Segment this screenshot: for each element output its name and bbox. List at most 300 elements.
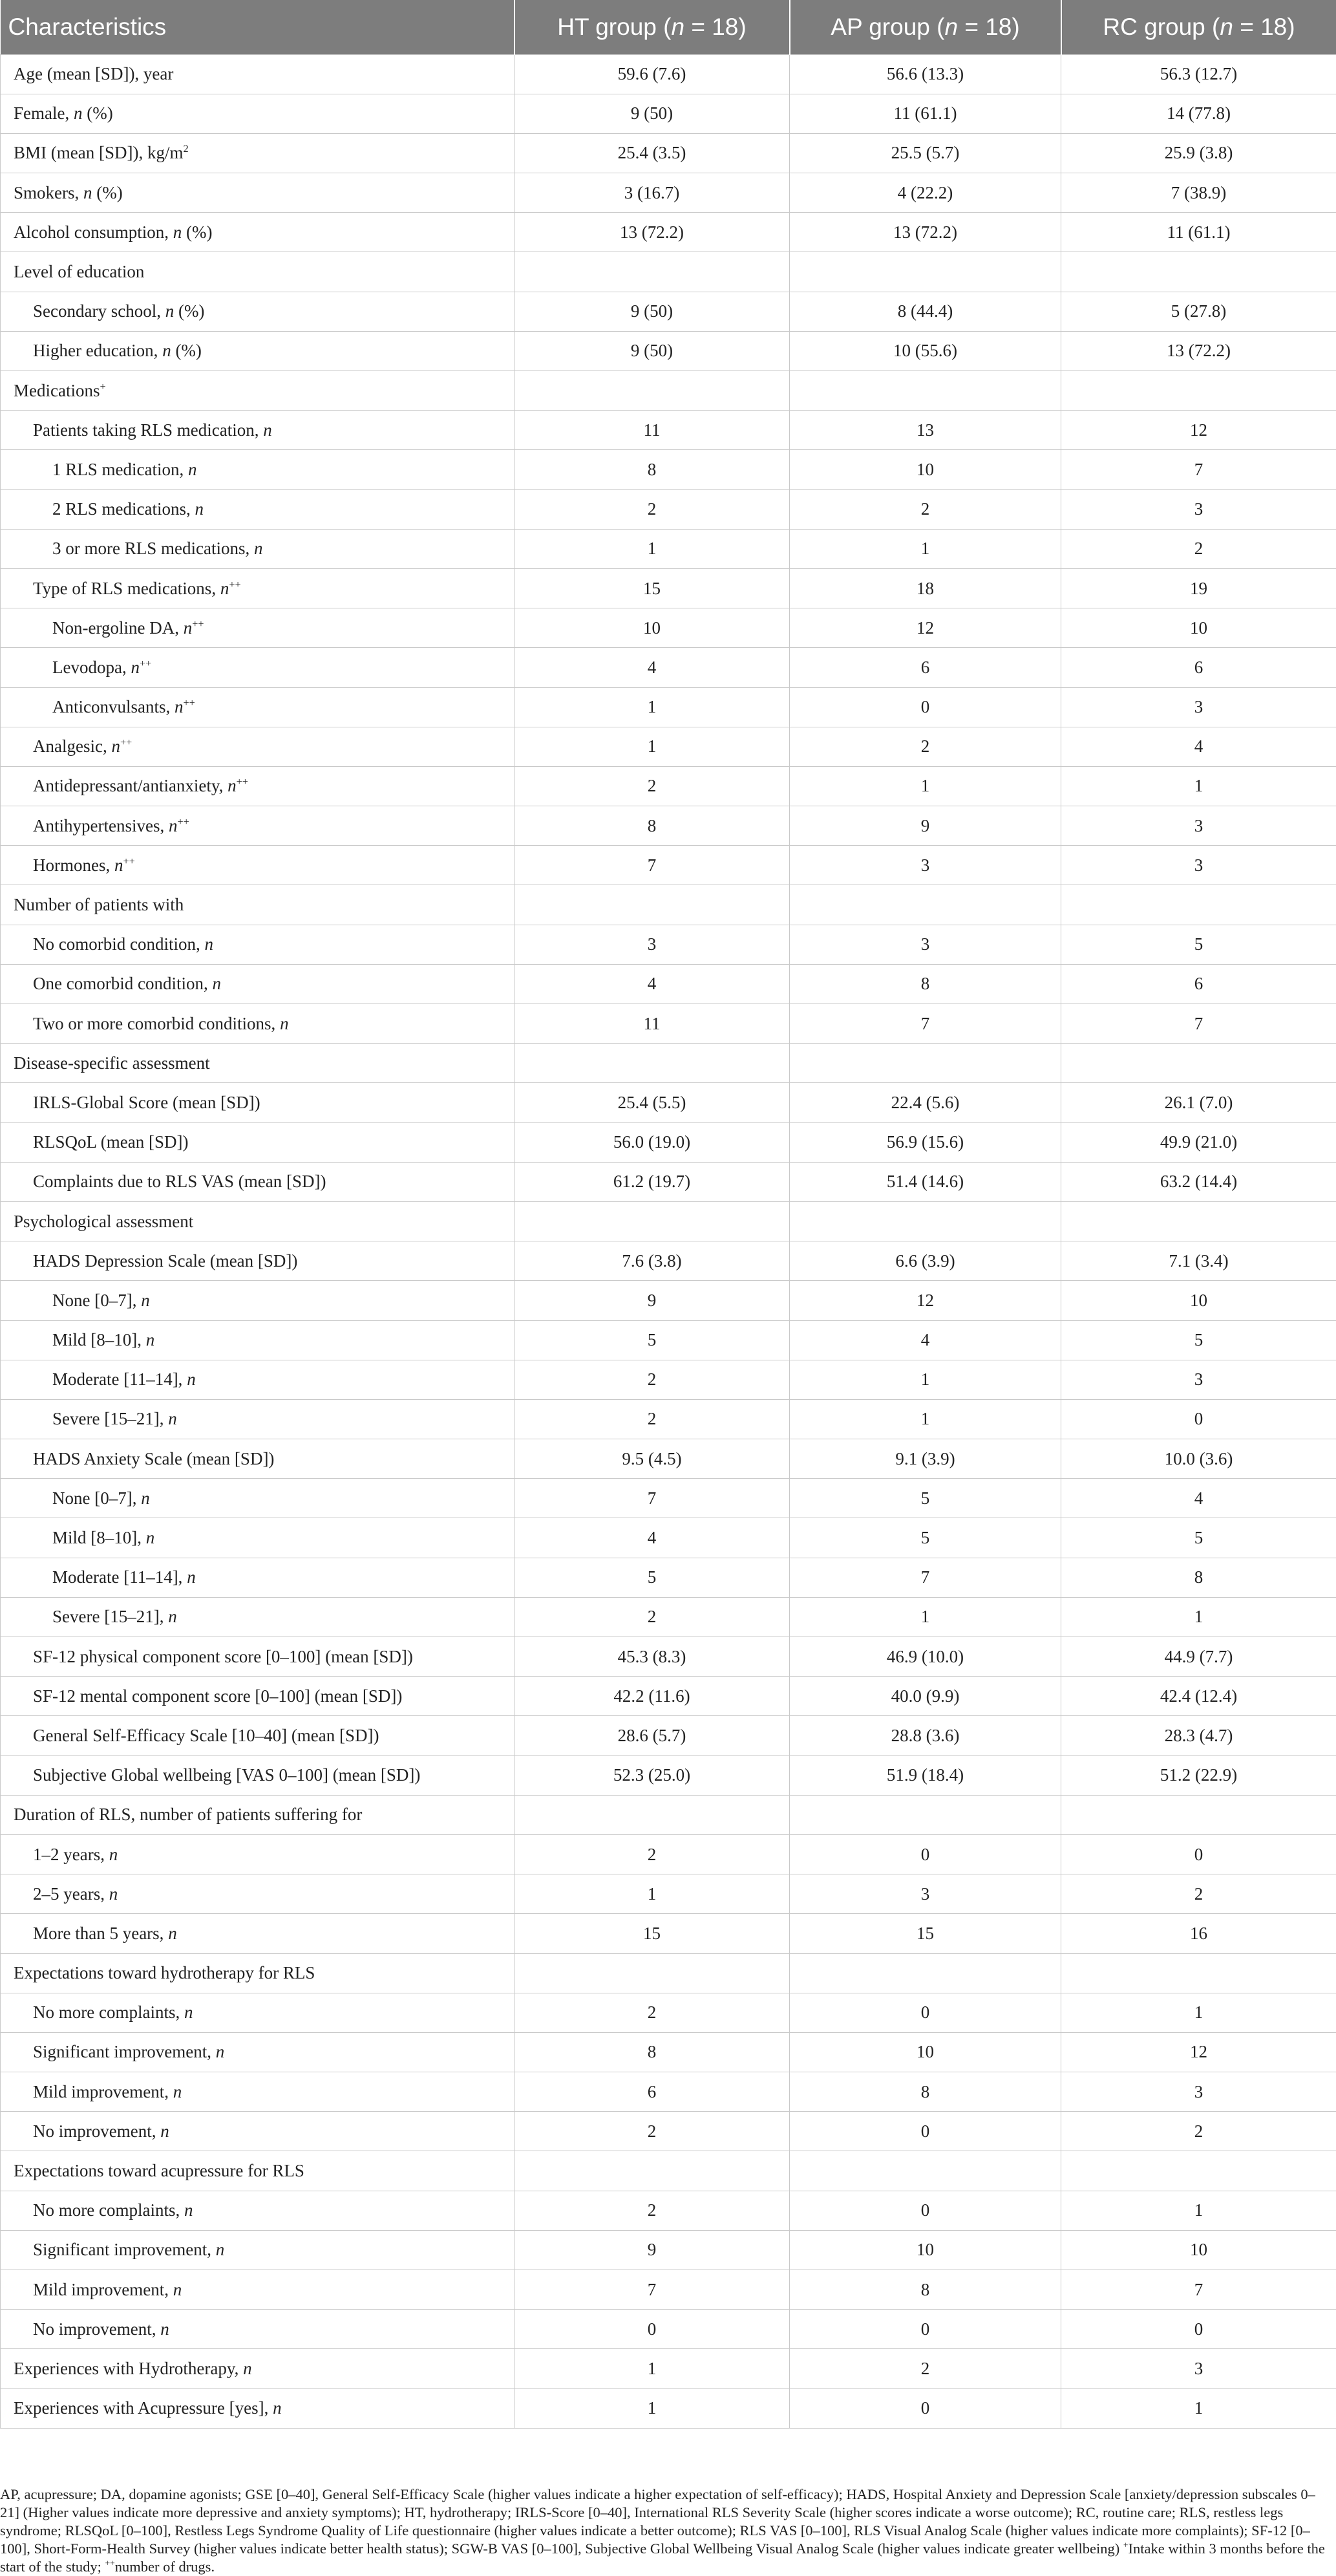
cell-ht: 7 — [514, 2270, 790, 2310]
table-row — [1, 371, 1336, 411]
row-label — [1, 687, 514, 727]
cell-rc: 7.1 (3.4) — [1061, 1241, 1336, 1281]
row-label-sup: + — [100, 381, 105, 392]
row-label-n: n — [175, 697, 184, 716]
row-label-n: n — [184, 2200, 193, 2220]
cell-ap: 7 — [790, 1558, 1061, 1597]
row-label — [1, 1004, 514, 1044]
row-label — [1, 1044, 514, 1083]
cell-rc — [1061, 1953, 1336, 1993]
row-label-n: n — [114, 855, 123, 875]
row-label-n: n — [141, 1291, 150, 1310]
cell-rc: 8 — [1061, 1558, 1336, 1597]
row-label-text: Level of education — [14, 262, 144, 281]
row-label-text: Mild improvement, — [33, 2280, 173, 2299]
row-label-text: Number of patients with — [14, 895, 184, 914]
row-label-text: Mild [8–10], — [52, 1528, 146, 1547]
header-ap-group: AP group (n = 18) — [790, 0, 1061, 54]
row-label — [1, 2072, 514, 2112]
row-label-text: Hormones, — [33, 855, 114, 875]
cell-ap: 6.6 (3.9) — [790, 1241, 1061, 1281]
cell-ht: 7 — [514, 846, 790, 885]
row-label-suffix: (%) — [92, 183, 123, 202]
cell-ht: 45.3 (8.3) — [514, 1637, 790, 1677]
cell-ap: 3 — [790, 846, 1061, 885]
cell-ht: 1 — [514, 1874, 790, 1914]
row-label — [1, 1677, 514, 1716]
cell-ap: 2 — [790, 2349, 1061, 2388]
row-label-n: n — [131, 658, 140, 677]
cell-ap: 2 — [790, 727, 1061, 766]
cell-rc: 11 (61.1) — [1061, 213, 1336, 252]
row-label-text: Moderate [11–14], — [52, 1369, 187, 1389]
row-label-text: Experiences with Hydrotherapy, — [14, 2359, 243, 2378]
cell-ht — [514, 1953, 790, 1993]
cell-rc: 16 — [1061, 1914, 1336, 1953]
cell-ht: 3 — [514, 925, 790, 964]
row-label-text: Mild improvement, — [33, 2082, 173, 2101]
table-row — [1, 2310, 1336, 2349]
cell-rc — [1061, 1201, 1336, 1241]
row-label — [1, 1439, 514, 1479]
cell-ht: 0 — [514, 2310, 790, 2349]
row-label-text: RLSQoL (mean [SD]) — [33, 1132, 188, 1152]
row-label — [1, 727, 514, 766]
row-label-n: n — [263, 420, 272, 440]
row-label-n: n — [216, 2240, 225, 2259]
cell-ht: 42.2 (11.6) — [514, 1677, 790, 1716]
row-label-n: n — [168, 1924, 177, 1943]
row-label-text: 1 RLS medication, — [52, 460, 188, 479]
cell-ht: 4 — [514, 1518, 790, 1558]
cell-rc: 51.2 (22.9) — [1061, 1755, 1336, 1795]
cell-ht: 9 — [514, 2230, 790, 2270]
cell-ap — [790, 1795, 1061, 1834]
row-label-text: 2–5 years, — [33, 1884, 109, 1904]
row-label-text: One comorbid condition, — [33, 974, 212, 993]
row-label-text: Levodopa, — [52, 658, 131, 677]
row-label — [1, 252, 514, 292]
table-row — [1, 252, 1336, 292]
row-label-text: Moderate [11–14], — [52, 1567, 187, 1587]
cell-rc: 1 — [1061, 1597, 1336, 1637]
cell-ht — [514, 1201, 790, 1241]
row-label-n: n — [146, 1528, 155, 1547]
cell-ap: 10 — [790, 2032, 1061, 2072]
row-label — [1, 1716, 514, 1755]
row-label — [1, 529, 514, 568]
table-row — [1, 1241, 1336, 1281]
cell-ht: 59.6 (7.6) — [514, 54, 790, 94]
row-label-n: n — [254, 539, 263, 558]
cell-ht — [514, 885, 790, 925]
cell-ht: 4 — [514, 964, 790, 1004]
table-row — [1, 608, 1336, 648]
table-row — [1, 2230, 1336, 2270]
row-label-n: n — [165, 301, 175, 321]
row-label-n: n — [162, 341, 171, 360]
cell-ap: 0 — [790, 2112, 1061, 2151]
row-label — [1, 292, 514, 331]
cell-ap: 0 — [790, 1993, 1061, 2032]
cell-rc: 1 — [1061, 2388, 1336, 2428]
cell-rc — [1061, 2151, 1336, 2191]
row-label-n: n — [111, 736, 120, 756]
row-label — [1, 2151, 514, 2191]
row-label — [1, 213, 514, 252]
cell-rc: 26.1 (7.0) — [1061, 1083, 1336, 1122]
cell-rc: 5 (27.8) — [1061, 292, 1336, 331]
table-row — [1, 1122, 1336, 1162]
cell-rc: 0 — [1061, 2310, 1336, 2349]
table-row — [1, 1044, 1336, 1083]
row-label-text: No improvement, — [33, 2121, 160, 2141]
cell-ht: 5 — [514, 1558, 790, 1597]
table-row — [1, 1834, 1336, 1874]
cell-ap: 6 — [790, 648, 1061, 687]
cell-ht: 2 — [514, 766, 790, 806]
row-label — [1, 1518, 514, 1558]
row-label-text: None [0–7], — [52, 1291, 141, 1310]
cell-ap: 5 — [790, 1518, 1061, 1558]
row-label-text: Secondary school, — [33, 301, 165, 321]
row-label-text: Psychological assessment — [14, 1212, 193, 1231]
cell-rc: 5 — [1061, 1518, 1336, 1558]
row-label — [1, 133, 514, 173]
row-label — [1, 885, 514, 925]
cell-rc: 2 — [1061, 1874, 1336, 1914]
row-label-text: No improvement, — [33, 2319, 160, 2339]
row-label-text: General Self-Efficacy Scale [10–40] (mean [SD]) — [33, 1726, 379, 1745]
row-label-n: n — [160, 2121, 169, 2141]
cell-rc: 14 (77.8) — [1061, 94, 1336, 133]
cell-rc: 5 — [1061, 925, 1336, 964]
cell-rc — [1061, 371, 1336, 411]
cell-ap: 0 — [790, 1834, 1061, 1874]
row-label-text: Alcohol consumption, — [14, 222, 173, 242]
row-label — [1, 1637, 514, 1677]
cell-ap — [790, 371, 1061, 411]
cell-rc: 12 — [1061, 411, 1336, 450]
table-row — [1, 2112, 1336, 2151]
row-label-text: More than 5 years, — [33, 1924, 168, 1943]
row-label — [1, 1360, 514, 1399]
row-label-n: n — [188, 460, 197, 479]
row-label-n: n — [187, 1369, 196, 1389]
row-label-suffix: (%) — [174, 301, 204, 321]
cell-rc: 25.9 (3.8) — [1061, 133, 1336, 173]
row-label-n: n — [204, 934, 213, 954]
row-label-n: n — [173, 2082, 182, 2101]
row-label-text: 1–2 years, — [33, 1845, 109, 1864]
row-label-text: Antihypertensives, — [33, 816, 169, 835]
cell-rc: 28.3 (4.7) — [1061, 1716, 1336, 1755]
row-label-n: n — [83, 183, 92, 202]
cell-rc: 7 (38.9) — [1061, 173, 1336, 213]
row-label-n: n — [169, 816, 178, 835]
cell-ap — [790, 252, 1061, 292]
cell-rc: 7 — [1061, 2270, 1336, 2310]
row-label — [1, 2349, 514, 2388]
cell-rc: 3 — [1061, 489, 1336, 529]
row-label-text: Expectations toward hydrotherapy for RLS — [14, 1963, 315, 1982]
row-label-n: n — [273, 2398, 282, 2418]
table-row — [1, 1677, 1336, 1716]
row-label — [1, 1320, 514, 1360]
table-row — [1, 766, 1336, 806]
row-label-n: n — [216, 2042, 225, 2061]
cell-ap: 1 — [790, 1399, 1061, 1439]
row-label — [1, 1993, 514, 2032]
cell-ht: 3 (16.7) — [514, 173, 790, 213]
cell-ht: 2 — [514, 1360, 790, 1399]
cell-ap: 51.9 (18.4) — [790, 1755, 1061, 1795]
cell-ht: 2 — [514, 1399, 790, 1439]
cell-rc: 3 — [1061, 2349, 1336, 2388]
table-row — [1, 885, 1336, 925]
table-row — [1, 2191, 1336, 2230]
row-label-text: Mild [8–10], — [52, 1330, 146, 1349]
cell-ap: 0 — [790, 687, 1061, 727]
row-label — [1, 2388, 514, 2428]
table-row — [1, 1439, 1336, 1479]
row-label-text: Subjective Global wellbeing [VAS 0–100] (mean [SD]) — [33, 1765, 420, 1785]
row-label-n: n — [243, 2359, 252, 2378]
row-label — [1, 1241, 514, 1281]
table-row — [1, 846, 1336, 885]
cell-rc: 49.9 (21.0) — [1061, 1122, 1336, 1162]
cell-ap: 46.9 (10.0) — [790, 1637, 1061, 1677]
row-label-n: n — [74, 103, 83, 123]
cell-ap: 15 — [790, 1914, 1061, 1953]
cell-ht: 9.5 (4.5) — [514, 1439, 790, 1479]
cell-ht: 1 — [514, 2388, 790, 2428]
row-label-text: SF-12 physical component score [0–100] (mean [SD]) — [33, 1647, 413, 1666]
table-row — [1, 2072, 1336, 2112]
table-row — [1, 2349, 1336, 2388]
table-row — [1, 964, 1336, 1004]
cell-ap: 22.4 (5.6) — [790, 1083, 1061, 1122]
cell-ap: 9 — [790, 806, 1061, 846]
row-label-text: Experiences with Acupressure [yes], — [14, 2398, 273, 2418]
row-label-n: n — [184, 2002, 193, 2022]
row-label-text: None [0–7], — [52, 1488, 141, 1508]
cell-ap: 51.4 (14.6) — [790, 1162, 1061, 1201]
row-label — [1, 1479, 514, 1518]
table-row — [1, 2032, 1336, 2072]
cell-rc: 6 — [1061, 964, 1336, 1004]
cell-ap — [790, 1201, 1061, 1241]
row-label — [1, 1281, 514, 1320]
cell-ht: 9 — [514, 1281, 790, 1320]
cell-ap: 4 — [790, 1320, 1061, 1360]
cell-rc: 2 — [1061, 529, 1336, 568]
cell-ap: 28.8 (3.6) — [790, 1716, 1061, 1755]
cell-ht: 7 — [514, 1479, 790, 1518]
row-label — [1, 2230, 514, 2270]
cell-rc — [1061, 885, 1336, 925]
row-label — [1, 54, 514, 94]
table-row — [1, 1201, 1336, 1241]
cell-rc — [1061, 1795, 1336, 1834]
cell-rc: 4 — [1061, 1479, 1336, 1518]
table-row — [1, 1360, 1336, 1399]
cell-ap: 1 — [790, 766, 1061, 806]
row-label-sup: ++ — [237, 776, 248, 788]
cell-rc: 63.2 (14.4) — [1061, 1162, 1336, 1201]
row-label-sup: ++ — [177, 816, 189, 828]
cell-rc: 1 — [1061, 766, 1336, 806]
cell-ht — [514, 2151, 790, 2191]
row-label — [1, 1558, 514, 1597]
header-characteristics: Characteristics — [1, 0, 514, 54]
cell-rc: 0 — [1061, 1399, 1336, 1439]
cell-ap: 2 — [790, 489, 1061, 529]
cell-ap: 8 — [790, 2072, 1061, 2112]
row-label — [1, 489, 514, 529]
row-label-n: n — [168, 1607, 177, 1626]
row-label-text: Significant improvement, — [33, 2240, 216, 2259]
cell-rc — [1061, 1044, 1336, 1083]
cell-ht: 25.4 (5.5) — [514, 1083, 790, 1122]
table-row — [1, 2270, 1336, 2310]
row-label — [1, 648, 514, 687]
table-row — [1, 292, 1336, 331]
cell-ap: 3 — [790, 925, 1061, 964]
row-label — [1, 1399, 514, 1439]
table-row — [1, 1004, 1336, 1044]
cell-ap: 56.6 (13.3) — [790, 54, 1061, 94]
row-label-text: Medications — [14, 381, 100, 400]
cell-rc: 10 — [1061, 608, 1336, 648]
cell-ap: 10 — [790, 450, 1061, 489]
cell-ap: 4 (22.2) — [790, 173, 1061, 213]
cell-rc: 3 — [1061, 846, 1336, 885]
cell-ap: 8 — [790, 964, 1061, 1004]
row-label-text: Analgesic, — [33, 736, 111, 756]
row-label-text: Type of RLS medications, — [33, 579, 220, 598]
row-label — [1, 2112, 514, 2151]
row-label-text: Severe [15–21], — [52, 1607, 168, 1626]
row-label — [1, 2191, 514, 2230]
row-label — [1, 1122, 514, 1162]
row-label-text: No more complaints, — [33, 2002, 184, 2022]
header-rc-group: RC group (n = 18) — [1061, 0, 1336, 54]
row-label-n: n — [109, 1884, 118, 1904]
row-label-text: 3 or more RLS medications, — [52, 539, 254, 558]
table-row — [1, 1716, 1336, 1755]
cell-rc: 3 — [1061, 2072, 1336, 2112]
cell-ap: 56.9 (15.6) — [790, 1122, 1061, 1162]
table-row — [1, 1637, 1336, 1677]
cell-ht — [514, 252, 790, 292]
table-row — [1, 648, 1336, 687]
header-row — [1, 0, 1336, 54]
row-label — [1, 371, 514, 411]
cell-ht: 5 — [514, 1320, 790, 1360]
table-footnote: AP, acupressure; DA, dopamine agonists; GSE [0–40], General Self-Efficacy Scale (higher values indicate a higher expectation of self-efficacy); HADS, Hospital Anxiety and Depression Scale [anxiety/depression subscales 0–21] (Higher values indicate more depressive and anxiety symptoms); HT, hydrotherapy; IRLS-Score [0–40], International RLS Severity Scale (higher scores indicate a worse outcome); RC, routine care; RLS, restless legs syndrome; RLSQoL [0–100], Restless Legs Syndrome Quality of Life questionnaire (higher values indicate a better outcome); RLS VAS [0–100], RLS Visual Analog Scale (higher values indicate more complaints); SF-12 [0–100], Short-Form-Health Survey (higher values indicate better health status); SGW-B VAS [0–100], Subjective Global Wellbeing Visual Analog Scale (higher values indicate greater wellbeing) +Intake within 3 months before the start of the study; ++number of drugs. — [0, 2485, 1325, 2576]
cell-ht: 10 — [514, 608, 790, 648]
table-row — [1, 54, 1336, 94]
cell-rc: 12 — [1061, 2032, 1336, 2072]
row-label-text: Age (mean [SD]), year — [14, 64, 173, 83]
cell-ap: 8 — [790, 2270, 1061, 2310]
cell-ht: 8 — [514, 450, 790, 489]
cell-ap: 7 — [790, 1004, 1061, 1044]
row-label-sup: ++ — [140, 658, 151, 669]
row-label-text: IRLS-Global Score (mean [SD]) — [33, 1093, 260, 1112]
row-label — [1, 846, 514, 885]
cell-ap: 13 — [790, 411, 1061, 450]
cell-rc: 1 — [1061, 2191, 1336, 2230]
row-label-suffix: (%) — [82, 103, 112, 123]
table-row — [1, 133, 1336, 173]
table-row — [1, 1597, 1336, 1637]
cell-rc: 6 — [1061, 648, 1336, 687]
table-row — [1, 1755, 1336, 1795]
table-row — [1, 568, 1336, 608]
cell-rc: 44.9 (7.7) — [1061, 1637, 1336, 1677]
table-row — [1, 489, 1336, 529]
cell-ht: 7.6 (3.8) — [514, 1241, 790, 1281]
cell-ht: 2 — [514, 2112, 790, 2151]
cell-rc: 10 — [1061, 1281, 1336, 1320]
cell-ap: 5 — [790, 1479, 1061, 1518]
table-row — [1, 94, 1336, 133]
row-label-text: No comorbid condition, — [33, 934, 204, 954]
cell-ap: 1 — [790, 529, 1061, 568]
cell-ht: 11 — [514, 1004, 790, 1044]
cell-ht: 2 — [514, 1597, 790, 1637]
cell-ht: 1 — [514, 687, 790, 727]
row-label — [1, 1795, 514, 1834]
cell-ht: 4 — [514, 648, 790, 687]
cell-ap: 3 — [790, 1874, 1061, 1914]
table-body — [1, 54, 1336, 2428]
cell-ap: 1 — [790, 1360, 1061, 1399]
cell-ap — [790, 1953, 1061, 1993]
row-label — [1, 331, 514, 370]
table-row — [1, 687, 1336, 727]
cell-rc: 42.4 (12.4) — [1061, 1677, 1336, 1716]
row-label-text: Smokers, — [14, 183, 83, 202]
cell-ap: 1 — [790, 1597, 1061, 1637]
table-row — [1, 1479, 1336, 1518]
row-label — [1, 1755, 514, 1795]
row-label-text: Duration of RLS, number of patients suffering for — [14, 1805, 362, 1824]
row-label-text: Significant improvement, — [33, 2042, 216, 2061]
cell-ht: 15 — [514, 568, 790, 608]
row-label-suffix: (%) — [182, 222, 212, 242]
table-row — [1, 2151, 1336, 2191]
row-label-n: n — [173, 2280, 182, 2299]
table-row — [1, 1795, 1336, 1834]
row-label-sup: ++ — [192, 618, 204, 630]
row-label-text: HADS Depression Scale (mean [SD]) — [33, 1251, 297, 1271]
row-label — [1, 568, 514, 608]
row-label — [1, 411, 514, 450]
cell-rc: 0 — [1061, 1834, 1336, 1874]
row-label — [1, 2270, 514, 2310]
row-label — [1, 925, 514, 964]
table-row — [1, 1320, 1336, 1360]
cell-ap: 25.5 (5.7) — [790, 133, 1061, 173]
row-label-text: HADS Anxiety Scale (mean [SD]) — [33, 1449, 274, 1468]
table-row — [1, 411, 1336, 450]
row-label-n: n — [195, 499, 204, 519]
table-row — [1, 2388, 1336, 2428]
row-label — [1, 964, 514, 1004]
